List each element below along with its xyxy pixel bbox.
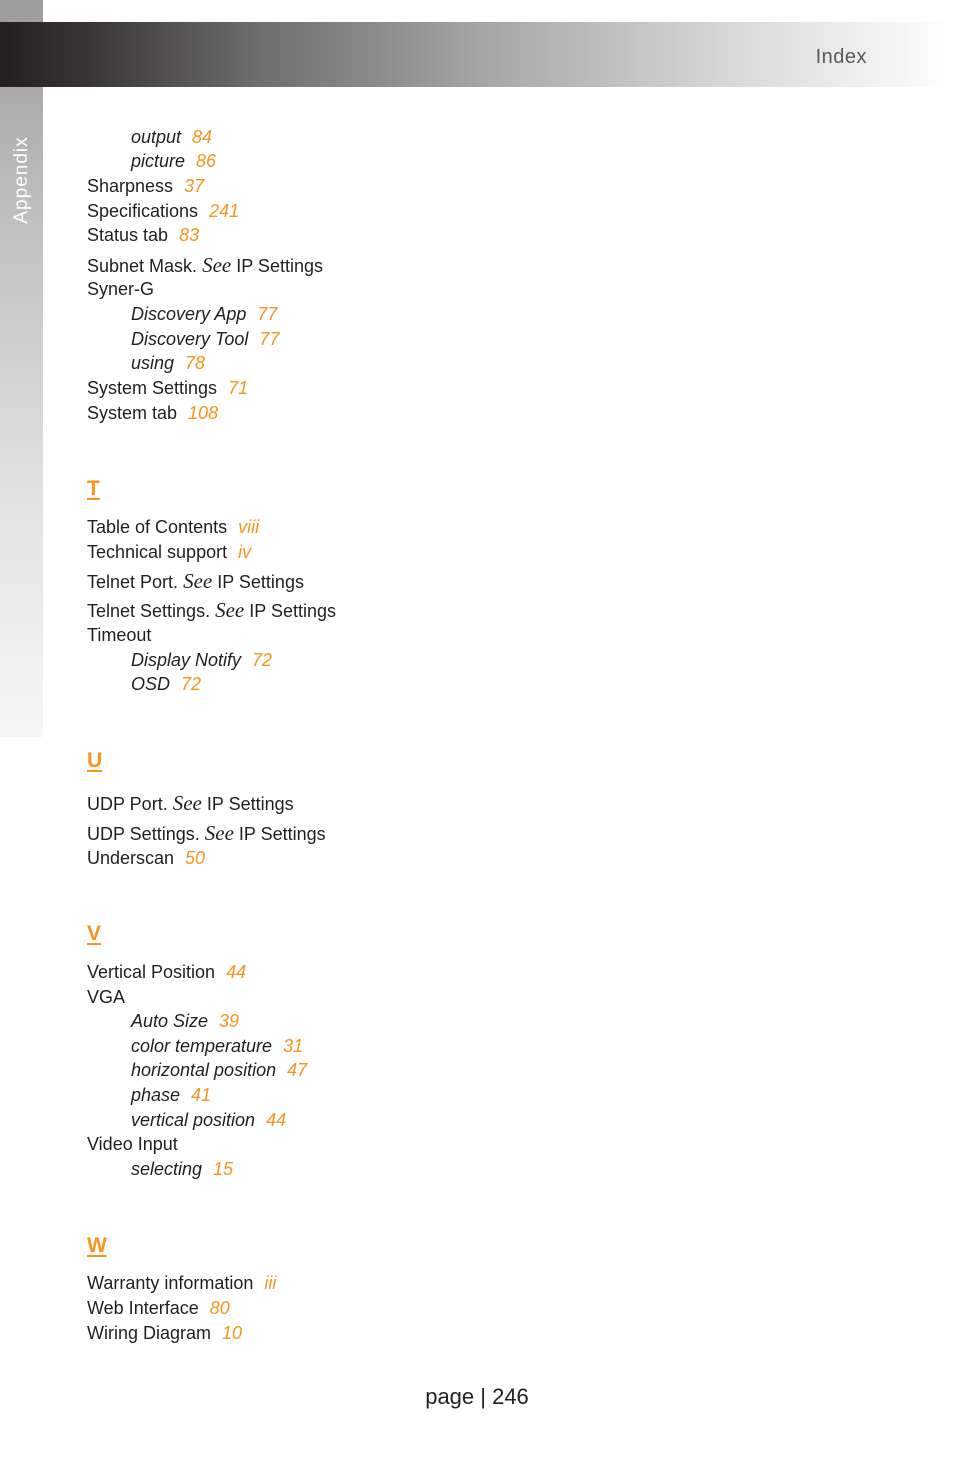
page-link[interactable]: iii: [264, 1273, 277, 1293]
page-link[interactable]: 84: [192, 127, 213, 147]
page-link[interactable]: 241: [209, 201, 240, 221]
page-link[interactable]: 86: [196, 151, 217, 171]
index-entry: Warranty information iii: [87, 1273, 277, 1293]
page-link[interactable]: 10: [222, 1323, 243, 1343]
page-link[interactable]: 71: [228, 378, 249, 398]
index-subentry: selecting 15: [131, 1159, 234, 1179]
index-entry-see: UDP Port. See IP Settings: [87, 791, 294, 815]
index-entry-see: Telnet Port. See IP Settings: [87, 569, 304, 593]
page-link[interactable]: 83: [179, 225, 200, 245]
index-entry: Technical support iv: [87, 542, 252, 562]
page-link[interactable]: 72: [181, 674, 202, 694]
index-subentry: Discovery App 77: [131, 304, 278, 324]
page-link[interactable]: 44: [266, 1110, 287, 1130]
page-link[interactable]: viii: [238, 517, 260, 537]
page-link[interactable]: 39: [219, 1011, 240, 1031]
page-number: page | 246: [425, 1384, 529, 1409]
page-link[interactable]: 77: [259, 329, 280, 349]
page-title: Index: [815, 46, 867, 68]
index-subentry: output 84: [131, 127, 213, 147]
index-entry: Wiring Diagram 10: [87, 1323, 243, 1343]
sidebar-section-label: [0, 130, 43, 230]
page-link[interactable]: 37: [184, 176, 205, 196]
page-link[interactable]: 72: [252, 650, 273, 670]
page-link[interactable]: iv: [238, 542, 252, 562]
page-link[interactable]: 78: [185, 353, 206, 373]
see-target-link[interactable]: IP Settings: [236, 256, 323, 276]
index-entry-see: UDP Settings. See IP Settings: [87, 821, 326, 845]
index-entry: Vertical Position 44: [87, 962, 247, 982]
section-heading-u: U: [87, 749, 103, 772]
index-entry: Underscan 50: [87, 848, 206, 868]
index-entry: Video Input: [87, 1134, 178, 1154]
page-link[interactable]: 80: [209, 1298, 230, 1318]
index-subentry: color temperature 31: [131, 1036, 304, 1056]
index-entry: System Settings 71: [87, 378, 249, 398]
see-target-link[interactable]: IP Settings: [249, 601, 336, 621]
index-subentry: OSD 72: [131, 674, 202, 694]
index-entry: System tab 108: [87, 403, 219, 423]
index-subentry: vertical position 44: [131, 1110, 287, 1130]
index-entry-see: Subnet Mask. See IP Settings: [87, 253, 323, 277]
index-subentry: horizontal position 47: [131, 1060, 308, 1080]
header-bar: [0, 22, 954, 87]
index-subentry: using 78: [131, 353, 206, 373]
see-target-link[interactable]: IP Settings: [238, 824, 326, 844]
page-link[interactable]: 77: [257, 304, 278, 324]
section-heading-t: T: [87, 477, 100, 500]
page-link[interactable]: 44: [226, 962, 247, 982]
appendix-label: Appendix: [10, 136, 32, 224]
section-heading-w: W: [87, 1234, 107, 1257]
index-entry: Timeout: [87, 625, 152, 645]
index-entry: Table of Contents viii: [87, 517, 260, 537]
index-subentry: Display Notify 72: [131, 650, 273, 670]
index-subentry: picture 86: [131, 151, 217, 171]
page-link[interactable]: 41: [191, 1085, 212, 1105]
index-subentry: phase 41: [131, 1085, 212, 1105]
page-link[interactable]: 47: [287, 1060, 308, 1080]
see-target-link[interactable]: IP Settings: [206, 794, 294, 814]
index-entry: Specifications 241: [87, 201, 240, 221]
index-entry: Web Interface 80: [87, 1298, 230, 1318]
index-entry-see: Telnet Settings. See IP Settings: [87, 598, 336, 622]
page-link[interactable]: 31: [283, 1036, 304, 1056]
index-subentry: Discovery Tool 77: [131, 329, 280, 349]
page-link[interactable]: 50: [185, 848, 206, 868]
page-link[interactable]: 15: [213, 1159, 234, 1179]
index-entry: Sharpness 37: [87, 176, 205, 196]
index-subentry: Auto Size 39: [131, 1011, 240, 1031]
page-link[interactable]: 108: [188, 403, 219, 423]
index-entry: Status tab 83: [87, 225, 200, 245]
sidebar: [0, 0, 43, 737]
section-heading-v: V: [87, 922, 102, 945]
index-entry: Syner-G: [87, 279, 155, 299]
index-entry: VGA: [87, 987, 126, 1007]
see-target-link[interactable]: IP Settings: [217, 572, 304, 592]
